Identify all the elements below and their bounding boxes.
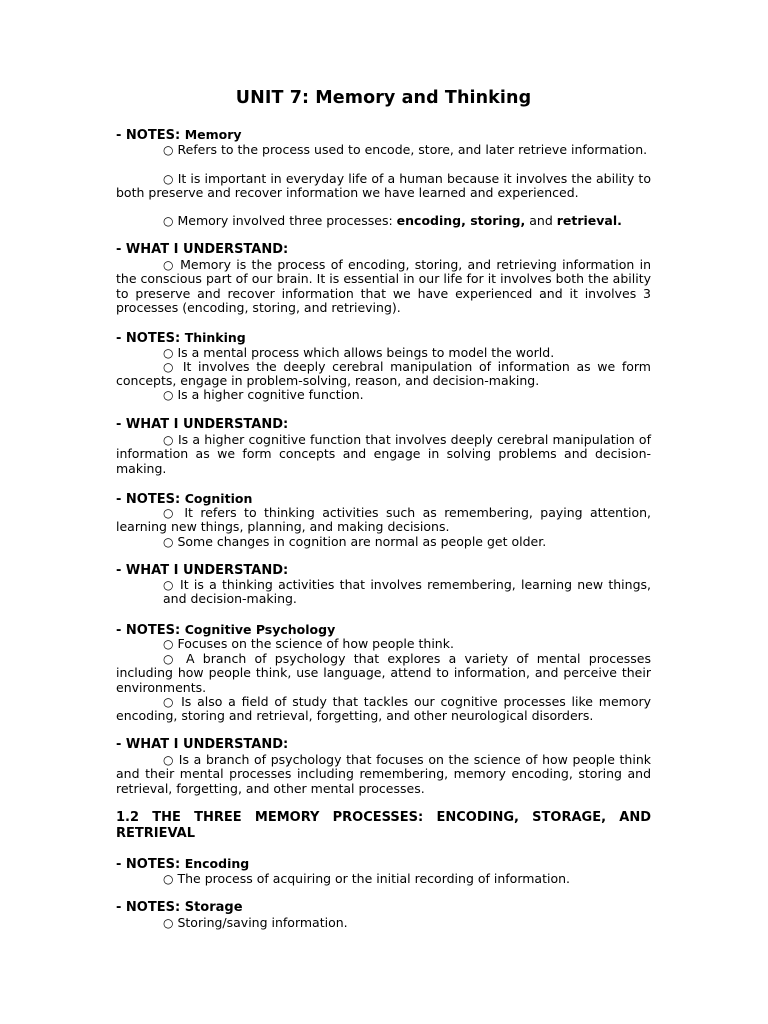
- notes-heading-thinking: [116, 330, 246, 346]
- understand-heading-thinking: - WHAT I UNDERSTAND:: [116, 417, 289, 432]
- memory-note-2: ○ It is important in everyday life of a human because it involves the ability to both preserve and recover information we have learned and experienced.: [116, 171, 651, 201]
- notes-topic: Cognitive Psychology: [184, 622, 336, 637]
- cogpsych-note-1: ○ Focuses on the science of how people think.: [163, 636, 454, 651]
- memory-note-1: ○ Refers to the process used to encode, store, and later retrieve information.: [163, 142, 648, 157]
- thinking-understand-1: ○ Is a higher cognitive function that involves deeply cerebral manipulation of information as we form concepts and engage in solving problems and decision- making.: [116, 432, 651, 476]
- notes-prefix: - NOTES:: [116, 623, 181, 638]
- notes-topic: Encoding: [184, 856, 250, 871]
- notes-heading-memory: [116, 127, 242, 143]
- memory-note-3: ○ Memory involved three processes: encoding, storing, and retrieval.: [163, 213, 622, 228]
- notes-prefix: - NOTES:: [116, 900, 181, 915]
- bullet-icon: ○: [163, 143, 174, 157]
- notes-prefix: - NOTES:: [116, 128, 181, 143]
- cognition-note-1: ○ It refers to thinking activities such as remembering, paying attention, learning new things, planning, and making decisions.: [116, 505, 651, 535]
- understand-heading-cognition: - WHAT I UNDERSTAND:: [116, 563, 289, 578]
- notes-heading-storage: [116, 900, 243, 915]
- bullet-icon: ○: [163, 214, 174, 228]
- bullet-icon: ○: [163, 346, 174, 360]
- notes-heading-encoding: [116, 856, 249, 872]
- section-heading-1-2: 1.2 THE THREE MEMORY PROCESSES: ENCODING, STORAGE, AND RETRIEVAL: [116, 810, 651, 841]
- notes-topic: Cognition: [184, 491, 253, 506]
- bullet-icon: ○: [163, 506, 177, 520]
- bullet-icon: ○: [163, 652, 178, 666]
- notes-prefix: - NOTES:: [116, 857, 181, 872]
- notes-prefix: - NOTES:: [116, 492, 181, 507]
- notes-topic: Memory: [184, 127, 242, 142]
- cogpsych-note-2: ○ A branch of psychology that explores a variety of mental processes including how people think, use language, attend to information, and perceive their environments.: [116, 651, 651, 695]
- bullet-icon: ○: [163, 258, 175, 272]
- cogpsych-understand-1: ○ Is a branch of psychology that focuses on the science of how people think and their mental processes including remembering, memory encoding, storing and retrieval, forgetting, and other mental processes.: [116, 752, 651, 796]
- notes-prefix: - NOTES:: [116, 331, 181, 346]
- bullet-icon: ○: [163, 578, 175, 592]
- bullet-icon: ○: [163, 360, 177, 374]
- bullet-icon: ○: [163, 753, 175, 767]
- bullet-icon: ○: [163, 433, 174, 447]
- notes-topic: Storage: [184, 900, 243, 915]
- bullet-icon: ○: [163, 388, 174, 402]
- understand-heading-cognitive-psychology: - WHAT I UNDERSTAND:: [116, 737, 289, 752]
- encoding-note-1: ○ The process of acquiring or the initial recording of information.: [163, 871, 570, 886]
- bullet-icon: ○: [163, 535, 174, 549]
- storage-note-1: ○ Storing/saving information.: [163, 915, 348, 930]
- bullet-icon: ○: [163, 172, 174, 186]
- bullet-icon: ○: [163, 637, 174, 651]
- understand-heading-memory: - WHAT I UNDERSTAND:: [116, 242, 289, 257]
- bullet-icon: ○: [163, 872, 174, 886]
- thinking-note-2: ○ It involves the deeply cerebral manipulation of information as we form concepts, engage in problem-solving, reason, and decision-making.: [116, 359, 651, 389]
- page-title: UNIT 7: Memory and Thinking: [235, 88, 532, 108]
- cognition-understand-1: ○ It is a thinking activities that involves remembering, learning new things, and decision-making.: [163, 577, 651, 607]
- notes-topic: Thinking: [184, 330, 246, 345]
- memory-understand-1: ○ Memory is the process of encoding, storing, and retrieving information in the conscious part of our brain. It is essential in our life for it involves both the ability to preserve and recover information that we have experienced and it involves 3 processes (encoding, storing, and retrieving).: [116, 257, 651, 315]
- cognition-note-2: ○ Some changes in cognition are normal as people get older.: [163, 534, 547, 549]
- bullet-icon: ○: [163, 695, 176, 709]
- thinking-note-3: ○ Is a higher cognitive function.: [163, 387, 364, 402]
- thinking-note-1: ○ Is a mental process which allows beings to model the world.: [163, 345, 555, 360]
- bullet-icon: ○: [163, 916, 174, 930]
- cogpsych-note-3: ○ Is also a field of study that tackles our cognitive processes like memory encoding, storing and retrieval, forgetting, and other neurological disorders.: [116, 694, 651, 724]
